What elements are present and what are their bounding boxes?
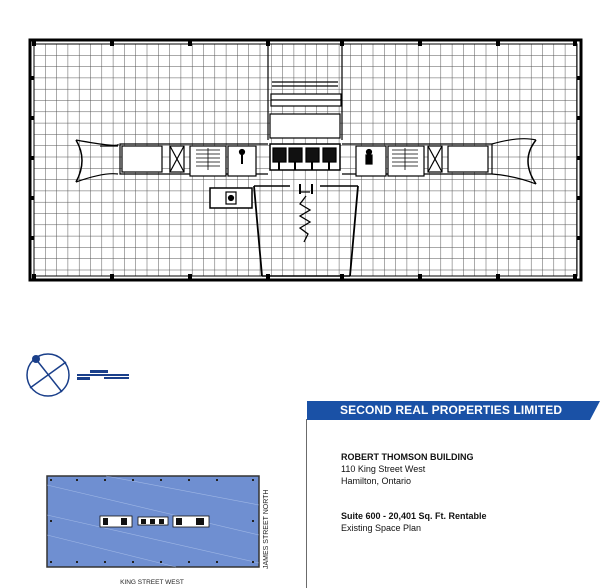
suite-line: Suite 600 - 20,401 Sq. Ft. Rentable — [341, 511, 487, 521]
column — [496, 274, 500, 280]
divider-line — [306, 419, 307, 588]
column — [30, 196, 34, 200]
column — [266, 274, 270, 280]
north-arrow-icon — [27, 354, 69, 396]
column — [418, 274, 422, 280]
column — [340, 274, 344, 280]
street-label-east: JAMES STREET NORTH — [263, 489, 270, 569]
building-address: 110 King Street West — [341, 464, 426, 474]
building-city: Hamilton, Ontario — [341, 476, 412, 486]
scale-bar-icon — [77, 370, 129, 380]
plan-type: Existing Space Plan — [341, 523, 422, 533]
column — [30, 76, 34, 80]
company-name: SECOND REAL PROPERTIES LIMITED — [340, 403, 563, 417]
building-name: ROBERT THOMSON BUILDING — [341, 452, 474, 462]
column — [577, 76, 581, 80]
street-label-south: KING STREET WEST — [120, 579, 184, 586]
column — [577, 236, 581, 240]
column — [188, 40, 192, 46]
column — [32, 274, 36, 280]
column — [110, 274, 114, 280]
building-core — [76, 44, 536, 276]
key-plan — [46, 475, 260, 568]
column — [496, 40, 500, 46]
column — [573, 274, 577, 280]
column — [30, 156, 34, 160]
column — [30, 236, 34, 240]
column — [32, 40, 36, 46]
column — [30, 116, 34, 120]
column — [110, 40, 114, 46]
column — [577, 116, 581, 120]
column — [577, 196, 581, 200]
column — [188, 274, 192, 280]
column — [577, 156, 581, 160]
column — [418, 40, 422, 46]
column — [573, 40, 577, 46]
